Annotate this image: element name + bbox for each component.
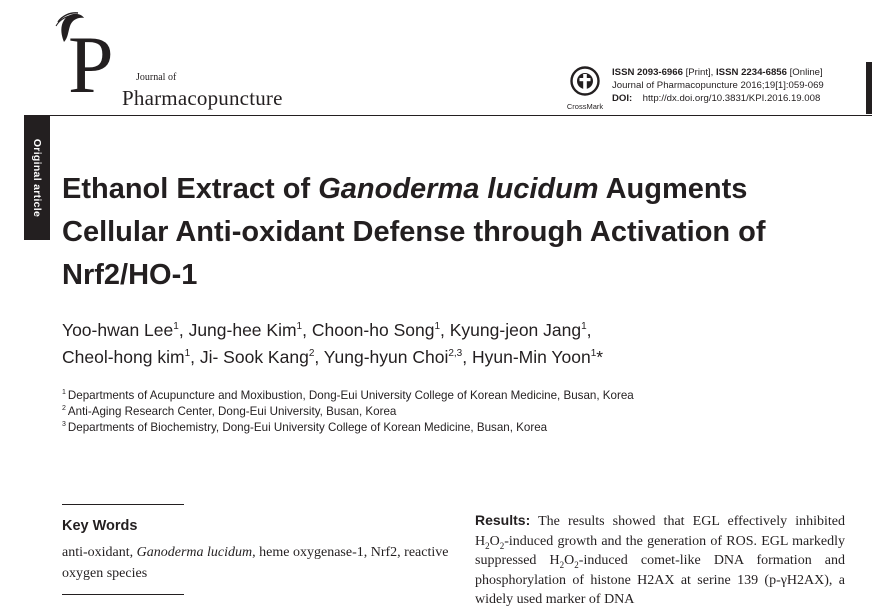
- doi-link[interactable]: http://dx.doi.org/10.3831/KPI.2016.19.008: [642, 93, 821, 104]
- keywords-rule-top: [62, 504, 184, 505]
- article-type-label: Original article: [31, 138, 43, 218]
- header-divider: [24, 115, 872, 116]
- author: Cheol-hong kim$^1$,: [62, 347, 200, 367]
- crossmark-icon: [570, 66, 600, 96]
- author: Hyun-Min Yoon$^1$*: [471, 347, 604, 367]
- author: Yoo-hwan Lee$^1$,: [62, 320, 189, 340]
- keywords-rule-bottom: [62, 594, 184, 595]
- results-paragraph: Results: The results showed that EGL effectively inhibited $H_2O_2$-induced growth and the generation of ROS. EGL markedly suppressed $H_2O_2$-induced comet-like DNA formation and phosphorylation of histone H2AX at serine 139 (p-γH2AX), a widely used marker of DNA: [475, 512, 846, 607]
- issn-print: ISSN 2093-6966: [612, 67, 683, 78]
- citation-line: Journal of Pharmacopuncture 2016;19[1]:059-069: [612, 80, 824, 91]
- issn-online-kind: [Online]: [789, 67, 823, 78]
- journal-logo: [50, 10, 283, 110]
- results-label: Results:: [475, 512, 531, 528]
- publication-info: [612, 66, 862, 105]
- doi-line: [612, 92, 862, 105]
- title-part-2: Augments Cellular Anti-oxidant Defense through Activation of Nrf2/HO-1: [62, 173, 766, 291]
- author: Choon-ho Song$^1$,: [311, 320, 450, 340]
- logo-letter: P: [68, 19, 114, 110]
- logo-journal-name: Pharmacopuncture: [122, 86, 283, 110]
- affiliation-item: $^2$ Anti-Aging Research Center, Dong-Eui University, Busan, Korea: [62, 405, 397, 418]
- header-accent-bar: [866, 62, 872, 114]
- author: Jung-hee Kim$^1$,: [188, 320, 312, 340]
- logo-journal-of: Journal of: [136, 72, 177, 83]
- affiliation-list: [62, 388, 862, 436]
- keywords-heading: Key Words: [62, 518, 138, 534]
- affiliation-item: $^3$ Departments of Biochemistry, Dong-Eui University College of Korean Medicine, Busan, Korea: [62, 421, 548, 434]
- article-title: [62, 168, 852, 297]
- crossmark-badge[interactable]: [563, 66, 607, 111]
- issn-online: ISSN 2234-6856: [716, 67, 787, 78]
- author: Ji- Sook Kang$^2$,: [199, 347, 324, 367]
- title-part-1: Ethanol Extract of: [62, 173, 319, 205]
- title-species: Ganoderma lucidum: [318, 173, 599, 205]
- author: Yung-hyun Choi$^{2,3}$,: [323, 347, 472, 367]
- author-list: [62, 317, 842, 371]
- doi-label: DOI:: [612, 93, 633, 104]
- article-type-tab: [24, 116, 50, 240]
- keywords-text: anti-oxidant, Ganoderma lucidum, heme oxygenase-1, Nrf2, reactive oxygen species: [62, 545, 449, 581]
- affiliation-item: $^1$ Departments of Acupuncture and Moxibustion, Dong-Eui University College of Korean Medicine, Busan, Korea: [62, 389, 634, 402]
- crossmark-label: CrossMark: [566, 102, 604, 111]
- author: Kyung-jeon Jang$^1$,: [449, 320, 592, 340]
- issn-line: [612, 66, 862, 79]
- issn-print-kind: [Print],: [685, 67, 714, 78]
